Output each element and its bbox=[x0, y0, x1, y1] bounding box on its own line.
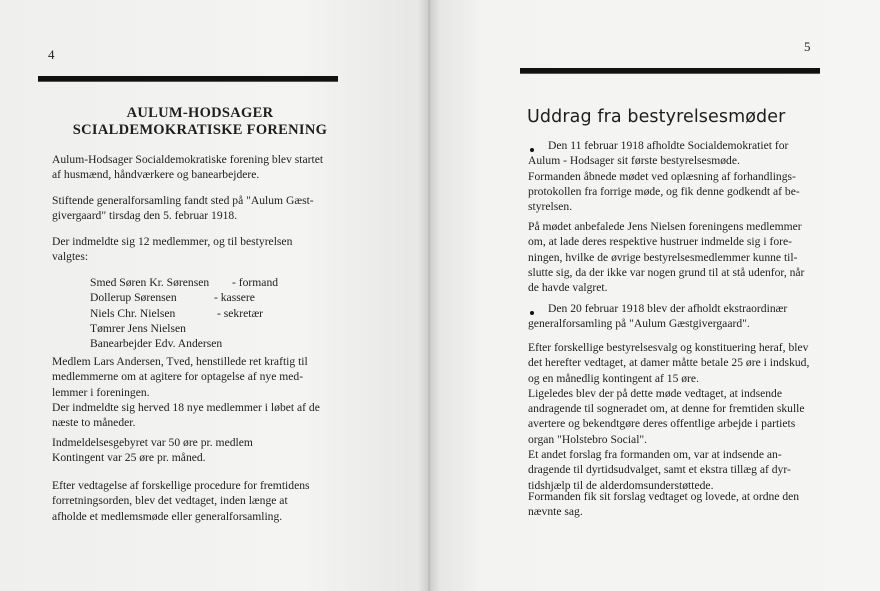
page-gutter-shadow bbox=[418, 0, 440, 591]
text-line: Den 11 februar 1918 afholdte Socialdemokratiet for bbox=[548, 139, 789, 152]
paragraph-extraordinary-assembly bbox=[528, 301, 826, 332]
paragraph-agitation bbox=[52, 354, 334, 430]
paragraph-first-board-meeting bbox=[528, 138, 826, 214]
text-line: ningen, hvilke de øvrige bestyrelsesmedlemmer kunne til- bbox=[528, 250, 798, 264]
paragraph-founding bbox=[52, 152, 334, 183]
text-line: medlemmerne om at agitere for optagelse af nye med- bbox=[52, 370, 304, 384]
board-member-role: - sekretær bbox=[217, 306, 264, 320]
text-line: dragende til dyrtidsudvalget, samt et ekstra tillæg af dyr- bbox=[528, 463, 791, 477]
text-line: Den 20 februar 1918 blev der afholdt ekstraordinær bbox=[548, 302, 788, 315]
text-line: nævnte sag. bbox=[528, 505, 583, 519]
text-line: Et andet forslag fra formanden om, var at indsende an- bbox=[528, 448, 782, 462]
text-line: om, at lade deres respektive hustruer indmelde sig i fore- bbox=[528, 235, 792, 249]
text-line: af husmænd, håndværkere og banearbejdere. bbox=[52, 168, 260, 182]
paragraph-procedure bbox=[52, 478, 334, 524]
board-list bbox=[90, 275, 279, 351]
board-member-name: Banearbejder Edv. Andersen bbox=[90, 337, 223, 351]
paragraph-chairman-proposal bbox=[528, 489, 826, 520]
text-line: Der indmeldte sig 12 medlemmer, og til bestyrelsen bbox=[52, 235, 293, 248]
text-line: slutte sig, da der ikke var nogen grund til at stå udenfor, når bbox=[528, 265, 805, 279]
board-member-name: Smed Søren Kr. Sørensen bbox=[90, 276, 210, 289]
header-rule-right bbox=[520, 68, 820, 73]
header-rule-left bbox=[38, 76, 338, 81]
text-line: næste to måneder. bbox=[52, 416, 136, 430]
text-line: Der indmeldte sig herved 18 nye medlemmer i løbet af de bbox=[52, 400, 320, 414]
text-line: Aulum - Hodsager sit første bestyrelsesmøde. bbox=[528, 154, 740, 168]
left-page bbox=[0, 0, 428, 591]
heading-line-1: AULUM-HODSAGER bbox=[126, 105, 274, 121]
page-heading-left bbox=[60, 105, 340, 139]
text-line: protokollen fra forrige møde, og fik denne godkendt af be- bbox=[528, 184, 800, 198]
text-line: Stiftende generalforsamling fandt sted på "Aulum Gæst- bbox=[52, 194, 314, 207]
text-line: de havde valgret. bbox=[528, 281, 608, 295]
text-line: det herefter vedtaget, at damer måtte betale 25 øre i indskud, bbox=[528, 356, 810, 370]
board-row bbox=[90, 336, 222, 351]
board-row bbox=[90, 275, 279, 290]
heading-line-2: SCIALDEMOKRATISKE FORENING bbox=[72, 122, 328, 138]
board-member-role: - kassere bbox=[214, 291, 255, 305]
paragraph-fees bbox=[52, 435, 334, 466]
text-line: avertere og bekendtgøre deres offentlige arbejde i partiets bbox=[528, 417, 796, 431]
page-title-right: Uddrag fra bestyrelsesmøder bbox=[527, 107, 786, 127]
board-row bbox=[90, 321, 222, 336]
page-number-left: 4 bbox=[48, 47, 55, 62]
text-line: Formanden åbnede mødet ved oplæsning af forhandlings- bbox=[528, 169, 796, 183]
text-line: lemmer i foreningen. bbox=[52, 385, 150, 399]
board-member-role: - formand bbox=[232, 276, 279, 289]
text-line: Efter vedtagelse af forskellige procedure for fremtidens bbox=[52, 479, 310, 492]
board-member-name: Niels Chr. Nielsen bbox=[90, 306, 176, 320]
board-row bbox=[90, 290, 255, 305]
text-line: og en månedlig kontingent af 15 øre. bbox=[528, 371, 699, 385]
board-row bbox=[90, 306, 264, 321]
text-line: afholde et medlemsmøde eller generalforsamling. bbox=[52, 509, 283, 523]
text-line: Indmeldelsesgebyret var 50 øre pr. medlem bbox=[52, 436, 253, 449]
text-line: forretningsorden, blev det vedtaget, inden længe at bbox=[52, 494, 288, 508]
text-line: Medlem Lars Andersen, Tved, henstillede ret kraftig til bbox=[52, 355, 308, 368]
text-line: givergaard" tirsdag den 5. februar 1918. bbox=[52, 209, 238, 223]
paragraph-spouses bbox=[528, 219, 826, 295]
text-line: generalforsamling på "Aulum Gæstgivergaard". bbox=[528, 317, 750, 331]
paragraph-resolutions bbox=[528, 340, 826, 493]
text-line: Aulum-Hodsager Socialdemokratiske forening blev startet bbox=[52, 153, 324, 166]
page-number-right: 5 bbox=[804, 39, 811, 54]
board-member-name: Tømrer Jens Nielsen bbox=[90, 321, 186, 335]
text-line: tidshjælp til de alderdomsunderstøttede. bbox=[528, 478, 714, 492]
text-line: styrelsen. bbox=[528, 200, 573, 214]
paragraph-members bbox=[52, 234, 334, 265]
text-line: valgtes: bbox=[52, 250, 89, 264]
text-line: Kontingent var 25 øre pr. måned. bbox=[52, 451, 206, 465]
text-line: Ligeledes blev der på dette møde vedtaget, at indsende bbox=[528, 386, 782, 400]
paragraph-general-assembly bbox=[52, 193, 334, 224]
text-line: Efter forskellige bestyrelsesvalg og konstituering heraf, blev bbox=[528, 341, 809, 354]
text-line: Formanden fik sit forslag vedtaget og lovede, at ordne den bbox=[528, 490, 800, 503]
board-member-name: Dollerup Sørensen bbox=[90, 291, 177, 305]
text-line: organ "Holstebro Social". bbox=[528, 432, 648, 446]
text-line: andragende til sogneradet om, at denne for fremtiden skulle bbox=[528, 402, 805, 416]
text-line: På mødet anbefalede Jens Nielsen foreningens medlemmer bbox=[528, 220, 802, 233]
